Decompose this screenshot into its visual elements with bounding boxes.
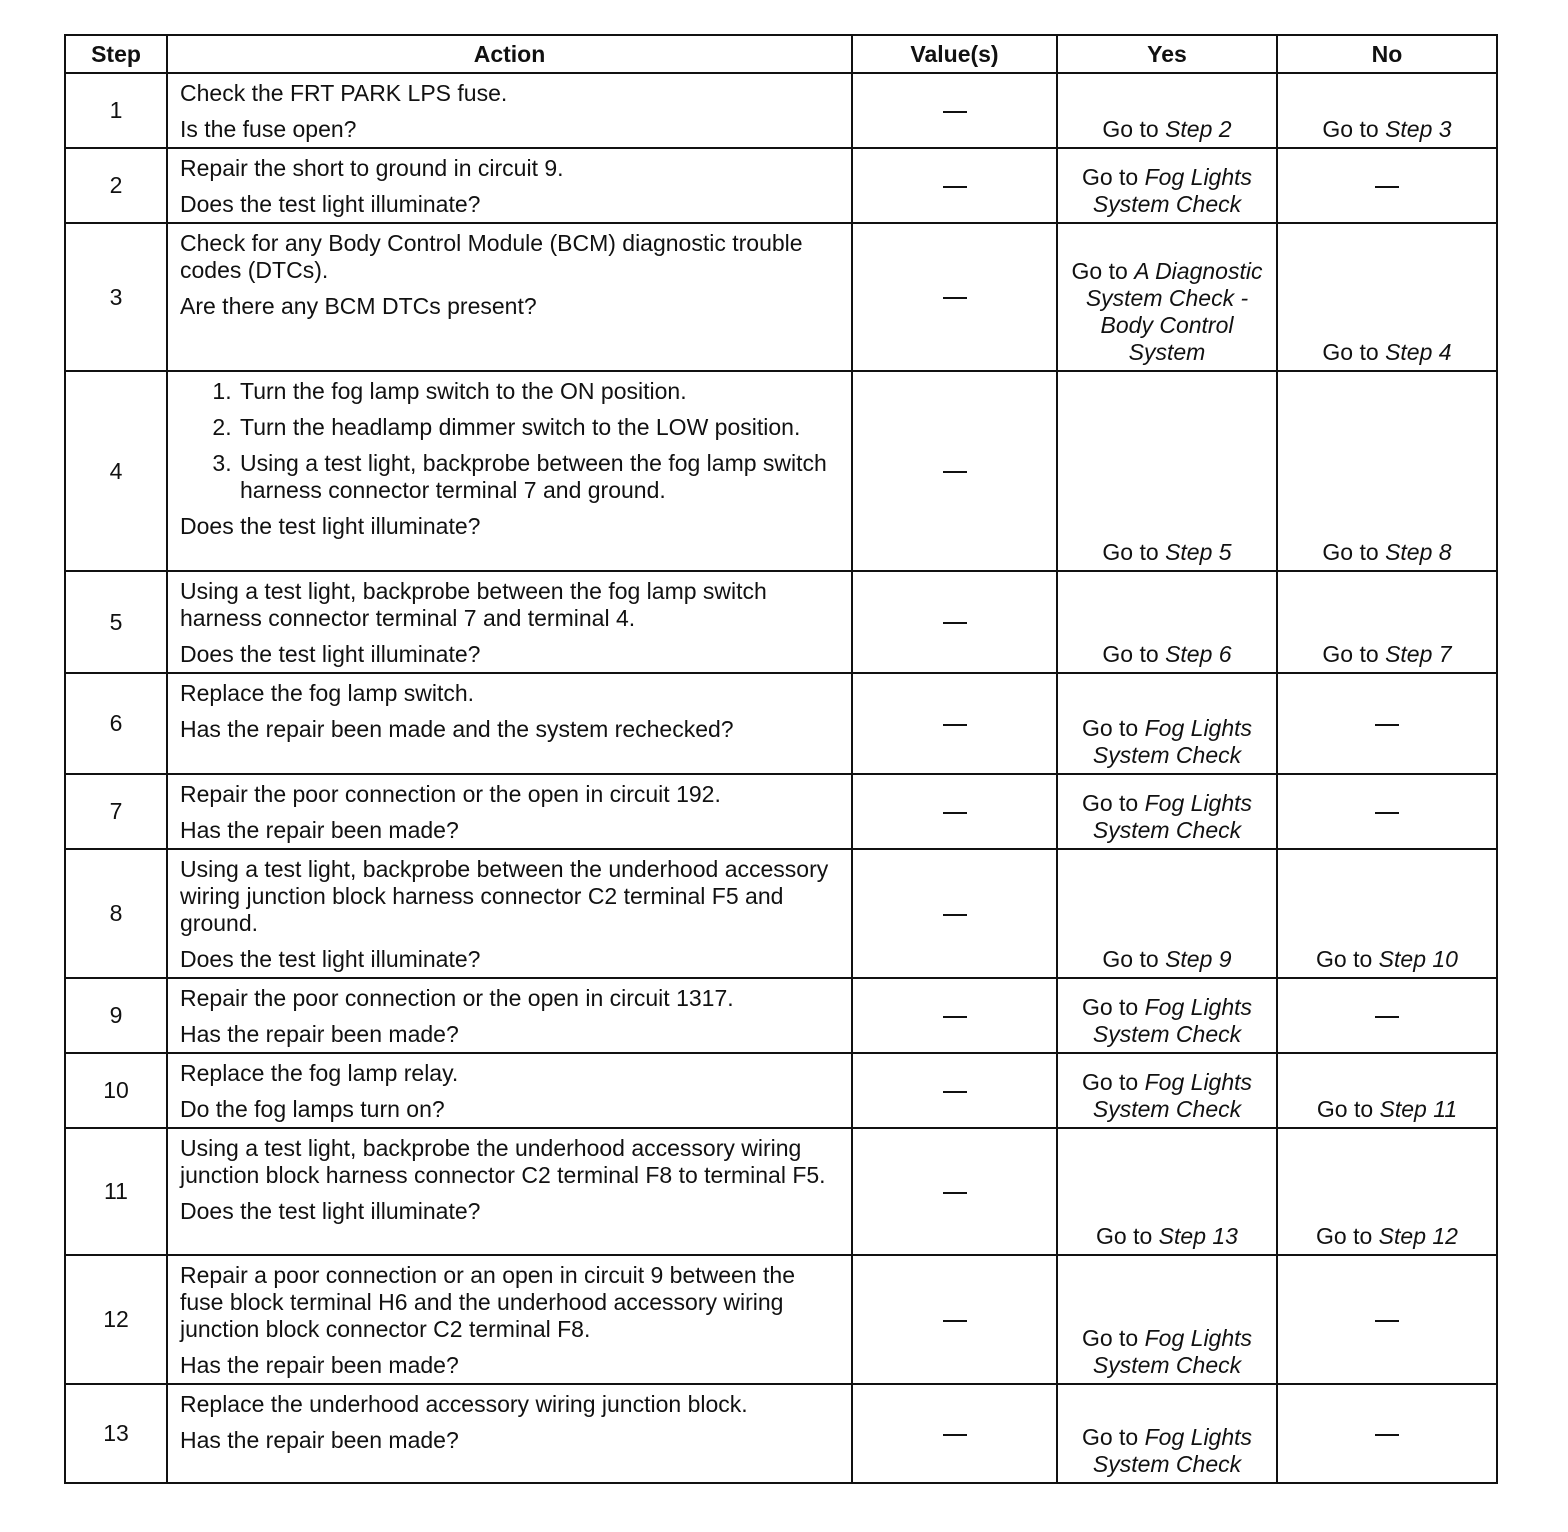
value-dash — [943, 1016, 967, 1018]
action-text: Replace the underhood accessory wiring junction block. — [180, 1391, 748, 1417]
no-link[interactable]: Step 10 — [1378, 946, 1458, 972]
action-text: Check the FRT PARK LPS fuse. — [180, 80, 508, 106]
no-link[interactable]: Step 11 — [1379, 1096, 1458, 1122]
action-cell — [167, 148, 852, 223]
header-values: Value(s) — [852, 35, 1057, 73]
action-cell — [167, 571, 852, 673]
no-prefix: Go to — [1316, 1223, 1379, 1249]
action-text: Has the repair been made? — [180, 817, 459, 843]
table-row — [65, 571, 1497, 673]
table-row — [65, 849, 1497, 978]
yes-link[interactable]: Fog Lights System Check — [1092, 1325, 1253, 1378]
value-dash — [943, 914, 967, 916]
no-cell — [1277, 1255, 1497, 1384]
yes-link[interactable]: Fog Lights System Check — [1092, 164, 1253, 217]
step-number: 8 — [65, 849, 167, 978]
yes-cell — [1057, 673, 1277, 774]
value-dash — [943, 1434, 967, 1436]
yes-link[interactable]: Fog Lights System Check — [1092, 994, 1253, 1047]
step-number: 7 — [65, 774, 167, 849]
action-cell — [167, 1255, 852, 1384]
no-cell — [1277, 774, 1497, 849]
action-text: Using a test light, backprobe between the fog lamp switch harness connector terminal 7 and terminal 4. — [180, 578, 767, 631]
action-cell — [167, 673, 852, 774]
action-text: Replace the fog lamp switch. — [180, 680, 475, 706]
yes-prefix: Go to — [1081, 1424, 1145, 1450]
action-step-item: 3. Using a test light, backprobe between the fog lamp switch harness connector terminal 7 and ground. — [238, 450, 841, 504]
action-text: Using a test light, backprobe the underhood accessory wiring junction block harness connector C2 terminal F8 to terminal F5. — [180, 1135, 826, 1188]
yes-link[interactable]: Step 13 — [1158, 1223, 1238, 1249]
yes-prefix: Go to — [1102, 641, 1166, 667]
no-dash — [1375, 1434, 1399, 1436]
action-cell — [167, 1128, 852, 1255]
yes-cell — [1057, 148, 1277, 223]
step-number: 11 — [65, 1128, 167, 1255]
header-no: No — [1277, 35, 1497, 73]
yes-link[interactable]: Fog Lights System Check — [1092, 1424, 1253, 1477]
step-number: 1 — [65, 73, 167, 148]
no-cell — [1277, 73, 1497, 148]
action-cell — [167, 371, 852, 571]
action-text: Has the repair been made? — [180, 1021, 459, 1047]
no-cell — [1277, 223, 1497, 371]
no-dash — [1375, 812, 1399, 814]
action-cell — [167, 1384, 852, 1483]
yes-cell — [1057, 978, 1277, 1053]
table-row — [65, 1384, 1497, 1483]
action-steps-list — [180, 378, 841, 504]
no-cell — [1277, 371, 1497, 571]
header-step: Step — [65, 35, 167, 73]
step-number: 2 — [65, 148, 167, 223]
action-text: Does the test light illuminate? — [180, 946, 481, 972]
yes-cell — [1057, 571, 1277, 673]
value-cell — [852, 73, 1057, 148]
action-text: Repair the poor connection or the open in circuit 192. — [180, 781, 721, 807]
no-prefix: Go to — [1322, 116, 1386, 142]
table-row — [65, 73, 1497, 148]
action-cell — [167, 849, 852, 978]
step-number: 6 — [65, 673, 167, 774]
value-dash — [943, 186, 967, 188]
value-cell — [852, 571, 1057, 673]
action-text: Using a test light, backprobe between the underhood accessory wiring junction block harness connector C2 terminal F5 and ground. — [180, 856, 829, 936]
table-row — [65, 148, 1497, 223]
action-cell — [167, 978, 852, 1053]
yes-prefix: Go to — [1081, 715, 1145, 741]
value-dash — [943, 111, 967, 113]
step-number: 3 — [65, 223, 167, 371]
yes-prefix: Go to — [1081, 790, 1145, 816]
yes-link[interactable]: Step 2 — [1165, 116, 1232, 142]
action-text: Replace the fog lamp relay. — [180, 1060, 459, 1086]
no-cell — [1277, 571, 1497, 673]
yes-link[interactable]: Fog Lights System Check — [1092, 1069, 1253, 1122]
no-prefix: Go to — [1322, 339, 1386, 365]
no-link[interactable]: Step 7 — [1385, 641, 1452, 667]
yes-cell — [1057, 1128, 1277, 1255]
header-row — [65, 35, 1497, 73]
no-prefix: Go to — [1316, 1096, 1380, 1122]
value-dash — [943, 297, 967, 299]
value-cell — [852, 978, 1057, 1053]
no-dash — [1375, 1320, 1399, 1322]
yes-link[interactable]: Fog Lights System Check — [1092, 790, 1253, 843]
value-cell — [852, 673, 1057, 774]
yes-cell — [1057, 371, 1277, 571]
table-body — [65, 73, 1497, 1483]
no-cell — [1277, 849, 1497, 978]
action-text: Does the test light illuminate? — [180, 1198, 481, 1224]
value-cell — [852, 148, 1057, 223]
yes-prefix: Go to — [1102, 539, 1166, 565]
step-number: 10 — [65, 1053, 167, 1128]
diagnostic-table — [64, 34, 1498, 1484]
table-row — [65, 774, 1497, 849]
table-row — [65, 673, 1497, 774]
step-number: 4 — [65, 371, 167, 571]
no-link[interactable]: Step 3 — [1385, 116, 1452, 142]
action-text: Has the repair been made and the system rechecked? — [180, 716, 734, 742]
table-row — [65, 1128, 1497, 1255]
action-text: Do the fog lamps turn on? — [180, 1096, 445, 1122]
value-dash — [943, 471, 967, 473]
table-row — [65, 223, 1497, 371]
value-dash — [943, 1192, 967, 1194]
yes-prefix: Go to — [1081, 164, 1145, 190]
yes-prefix: Go to — [1071, 258, 1135, 284]
value-cell — [852, 1128, 1057, 1255]
no-dash — [1375, 724, 1399, 726]
yes-prefix: Go to — [1081, 994, 1145, 1020]
action-cell — [167, 774, 852, 849]
no-cell — [1277, 673, 1497, 774]
no-link[interactable]: Step 12 — [1378, 1223, 1458, 1249]
action-text: Repair the short to ground in circuit 9. — [180, 155, 564, 181]
action-text: Does the test light illuminate? — [180, 191, 481, 217]
table-row — [65, 1255, 1497, 1384]
value-dash — [943, 622, 967, 624]
yes-prefix: Go to — [1081, 1069, 1145, 1095]
yes-cell — [1057, 849, 1277, 978]
no-cell — [1277, 1128, 1497, 1255]
action-step-item: 1. Turn the fog lamp switch to the ON position. — [238, 378, 841, 405]
no-link[interactable]: Step 8 — [1385, 539, 1452, 565]
yes-cell — [1057, 1255, 1277, 1384]
action-text: Are there any BCM DTCs present? — [180, 293, 537, 319]
value-cell — [852, 371, 1057, 571]
action-text: Has the repair been made? — [180, 1352, 459, 1378]
value-cell — [852, 223, 1057, 371]
yes-prefix: Go to — [1102, 946, 1166, 972]
yes-prefix: Go to — [1102, 116, 1166, 142]
step-number: 5 — [65, 571, 167, 673]
step-number: 12 — [65, 1255, 167, 1384]
no-dash — [1375, 186, 1399, 188]
step-number: 9 — [65, 978, 167, 1053]
yes-prefix: Go to — [1096, 1223, 1159, 1249]
yes-link[interactable]: Step 6 — [1165, 641, 1232, 667]
action-step-item: 2. Turn the headlamp dimmer switch to the LOW position. — [238, 414, 841, 441]
yes-link[interactable]: Step 9 — [1165, 946, 1232, 972]
action-cell — [167, 1053, 852, 1128]
step-number: 13 — [65, 1384, 167, 1483]
value-dash — [943, 812, 967, 814]
no-prefix: Go to — [1322, 641, 1386, 667]
table-row — [65, 371, 1497, 571]
header-action: Action — [167, 35, 852, 73]
table-row — [65, 978, 1497, 1053]
yes-prefix: Go to — [1081, 1325, 1145, 1351]
yes-cell — [1057, 1384, 1277, 1483]
yes-cell — [1057, 1053, 1277, 1128]
action-text: Repair the poor connection or the open in circuit 1317. — [180, 985, 734, 1011]
yes-link[interactable]: Step 5 — [1165, 539, 1232, 565]
yes-cell — [1057, 774, 1277, 849]
yes-cell — [1057, 73, 1277, 148]
value-dash — [943, 724, 967, 726]
header-yes: Yes — [1057, 35, 1277, 73]
value-cell — [852, 1053, 1057, 1128]
yes-link[interactable]: A Diagnostic System Check - Body Control System — [1085, 258, 1263, 365]
no-cell — [1277, 148, 1497, 223]
value-cell — [852, 849, 1057, 978]
action-text: Has the repair been made? — [180, 1427, 459, 1453]
action-text: Does the test light illuminate? — [180, 513, 481, 539]
action-cell — [167, 73, 852, 148]
value-dash — [943, 1320, 967, 1322]
table-row — [65, 1053, 1497, 1128]
value-cell — [852, 774, 1057, 849]
action-text: Is the fuse open? — [180, 116, 357, 142]
no-cell — [1277, 1384, 1497, 1483]
action-text: Does the test light illuminate? — [180, 641, 481, 667]
no-prefix: Go to — [1322, 539, 1386, 565]
action-text: Repair a poor connection or an open in circuit 9 between the fuse block terminal H6 and the underhood accessory wiring junction block connector C2 terminal F8. — [180, 1262, 796, 1342]
action-text: Check for any Body Control Module (BCM) diagnostic trouble codes (DTCs). — [180, 230, 803, 283]
yes-cell — [1057, 223, 1277, 371]
no-cell — [1277, 1053, 1497, 1128]
no-dash — [1375, 1016, 1399, 1018]
value-dash — [943, 1091, 967, 1093]
action-cell — [167, 223, 852, 371]
value-cell — [852, 1255, 1057, 1384]
no-prefix: Go to — [1316, 946, 1379, 972]
yes-link[interactable]: Fog Lights System Check — [1092, 715, 1253, 768]
value-cell — [852, 1384, 1057, 1483]
no-link[interactable]: Step 4 — [1385, 339, 1452, 365]
no-cell — [1277, 978, 1497, 1053]
